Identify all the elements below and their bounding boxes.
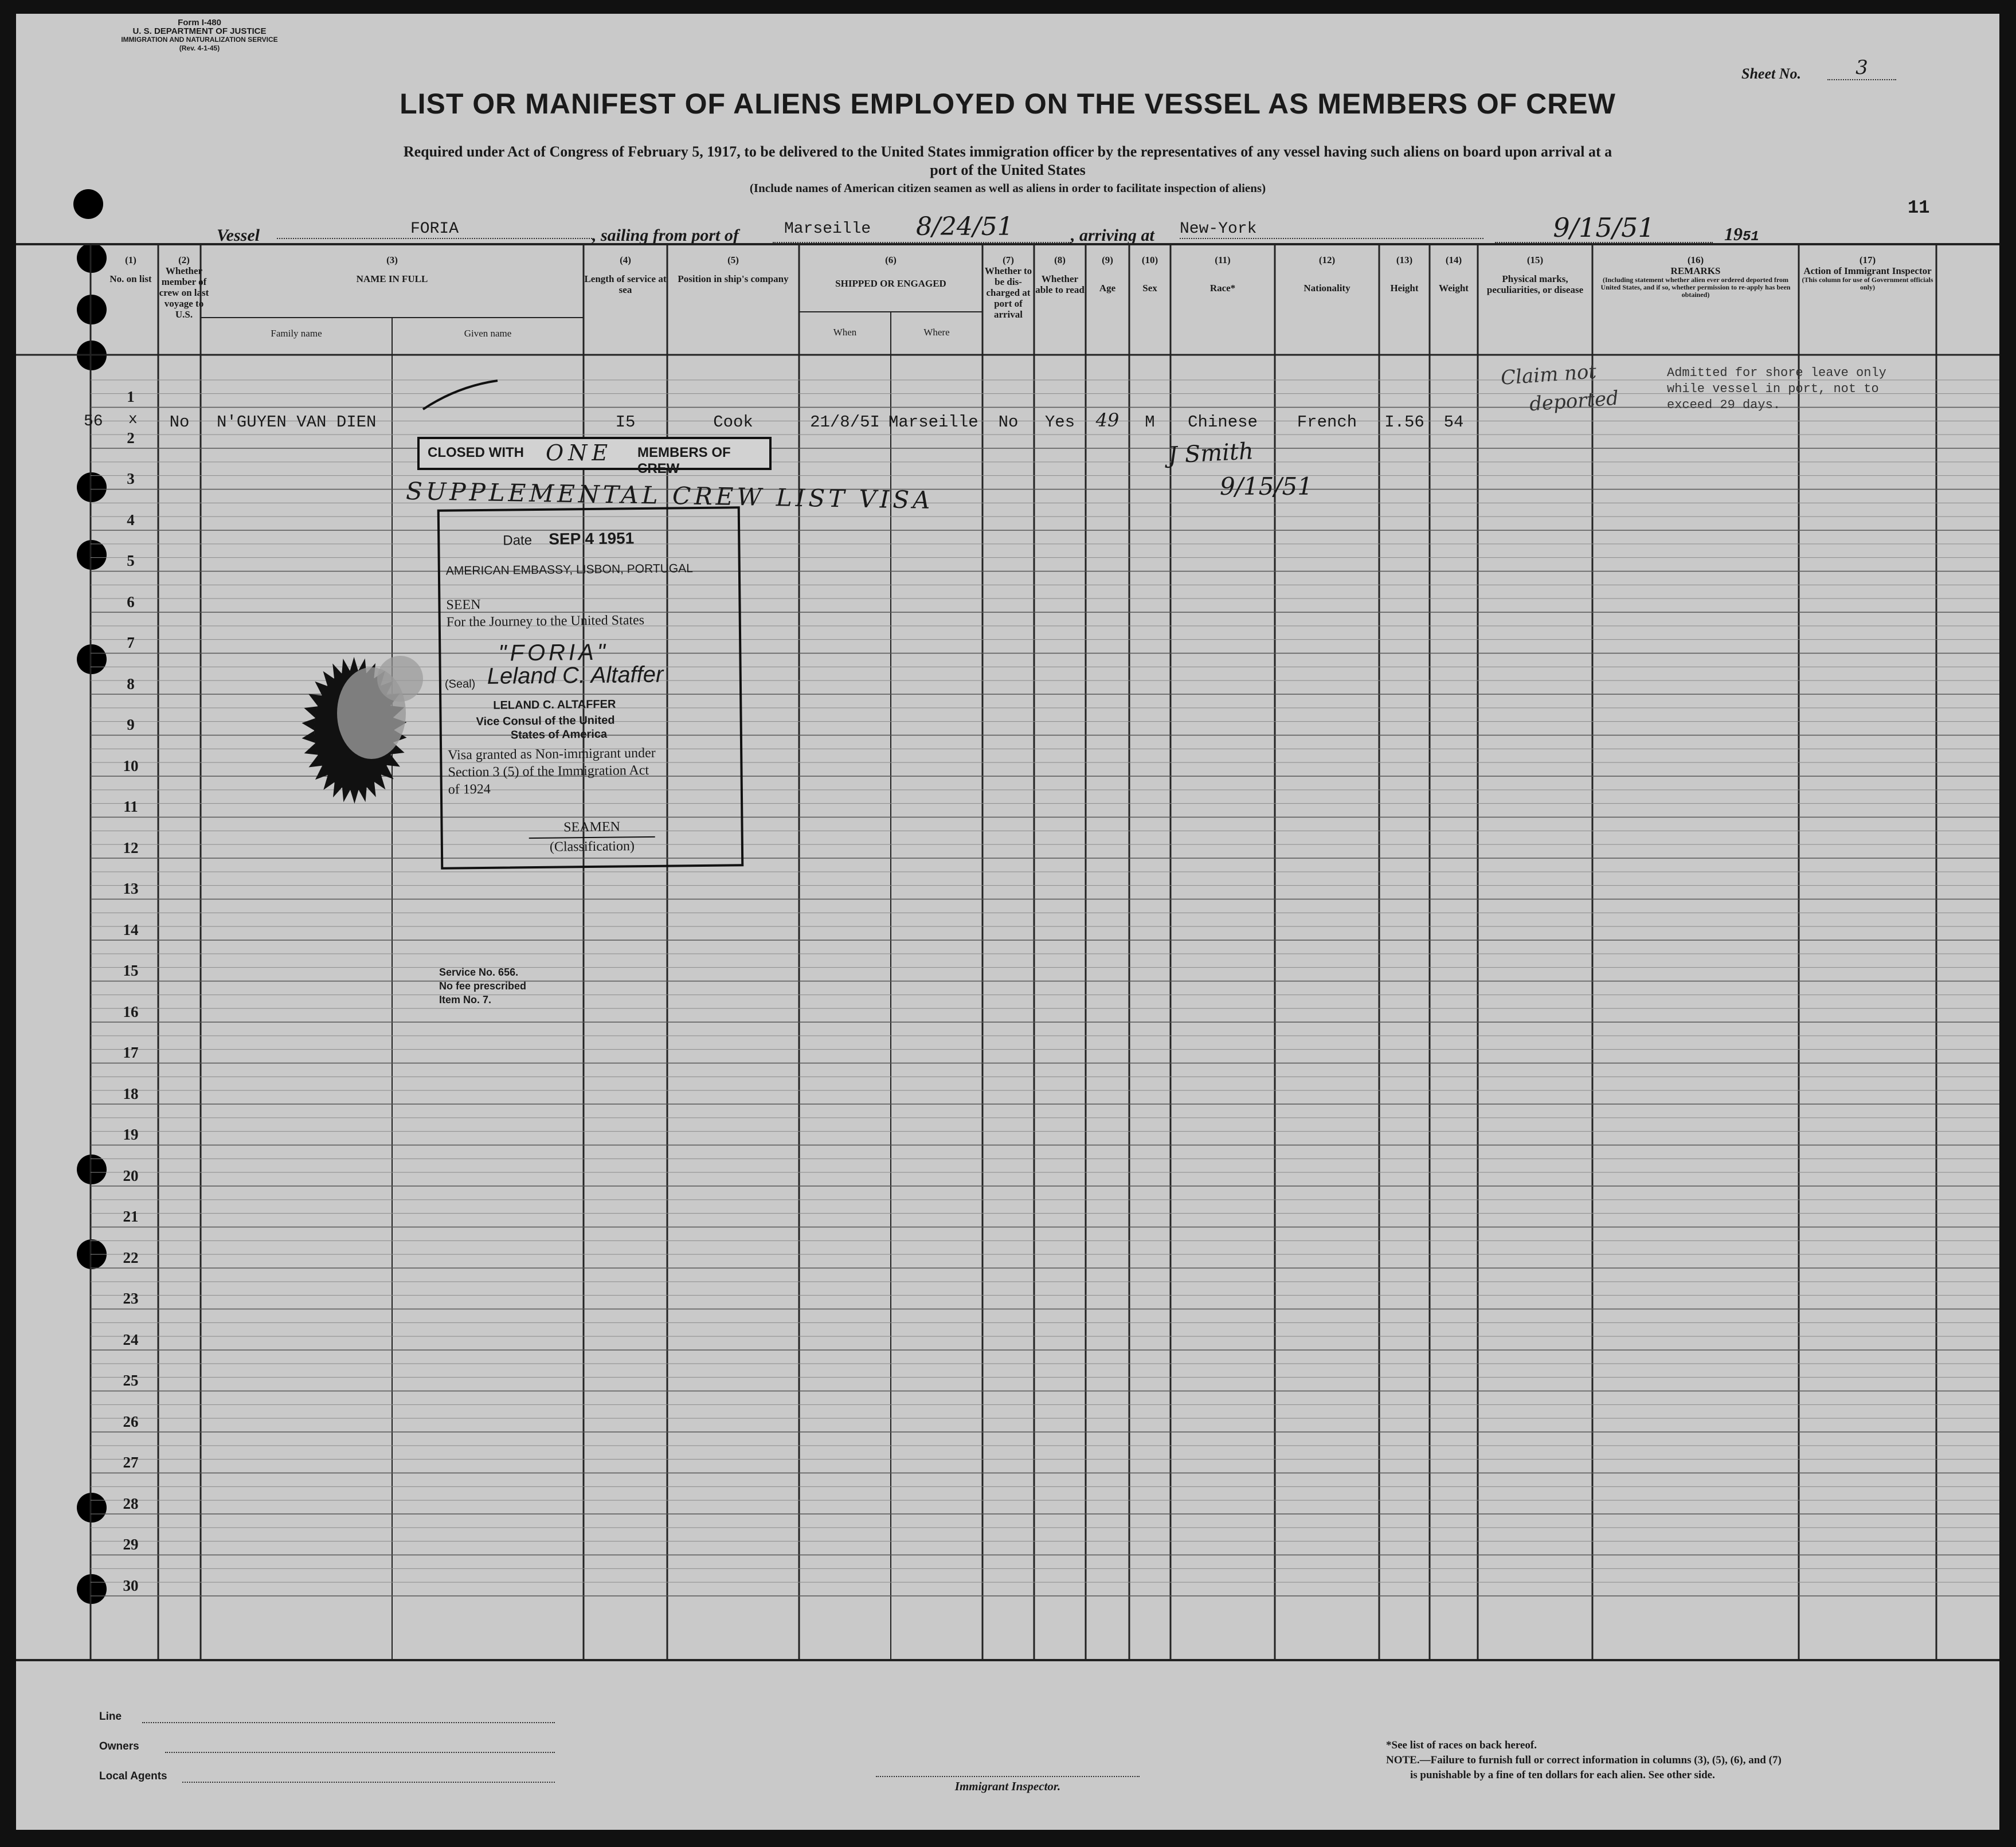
footer-line-label: Line (99, 1711, 122, 1723)
closed-stamp-text-a: CLOSED WITH (428, 445, 524, 460)
col-header-3b: Given name (464, 328, 512, 339)
col-header-12: (12) Nationality (1303, 255, 1350, 294)
visa-title-2: States of America (510, 727, 608, 742)
cell-remarks-line-2: while vessel in port, not to (1667, 382, 1879, 396)
sailing-port: Marseille (784, 220, 871, 238)
cell-marks-line-2: deported (1528, 386, 1620, 416)
row-number: 10 (123, 757, 139, 774)
row-number: 8 (127, 675, 135, 692)
arriving-label: , arriving at (1071, 226, 1154, 245)
cell-service: I5 (615, 413, 636, 432)
row-number: 15 (123, 962, 139, 979)
visa-title-1: Vice Consul of the United (476, 714, 615, 729)
vessel-name: FORIA (277, 220, 592, 239)
row-lines (91, 380, 1999, 1596)
footer-agents-label: Local Agents (99, 1770, 167, 1782)
sheet-no-value: 3 (1827, 56, 1896, 80)
visa-embassy: AMERICAN EMBASSY, LISBON, PORTUGAL (445, 562, 693, 578)
visa-line-2: Section 3 (5) of the Immigration Act (448, 762, 649, 780)
visa-ship: "FORIA" (498, 639, 609, 666)
penalty-note-2: is punishable by a fine of ten dollars for each alien. See other side. (1410, 1769, 1715, 1781)
supplemental-crew-list-note: SUPPLEMENTAL CREW LIST VISA (405, 476, 934, 515)
row-number: 7 (127, 634, 135, 651)
row-number: 23 (123, 1290, 139, 1307)
col-header-15: (15) Physical marks, peculiarities, or disease (1486, 255, 1584, 295)
pen-stroke (417, 369, 509, 415)
fee-prescribed: No fee prescribed (439, 980, 527, 992)
department: U. S. DEPARTMENT OF JUSTICE (132, 26, 267, 36)
subtitle-line-2: port of the United States (930, 162, 1086, 178)
inspector-label: Immigrant Inspector. (954, 1779, 1061, 1793)
col-header-9: (9) Age (1099, 255, 1116, 294)
fee-notation (439, 965, 526, 1007)
col-header-17: (17) Action of Immigrant Inspector (This column for use of Government officials only) (1802, 255, 1933, 291)
cell-age: 49 (1095, 409, 1119, 431)
inspector-date: 9/15/51 (1220, 472, 1313, 500)
manifest-sheet (16, 14, 1999, 1830)
subtitle-note: (Include names of American citizen seamen as well as aliens in order to facilitate inspection of aliens) (749, 181, 1266, 195)
cell-last-voyage: No (169, 413, 190, 432)
seal-tooth (350, 790, 358, 804)
inspector-initials: J Smith (1167, 438, 1254, 469)
cell-sex: M (1145, 413, 1155, 432)
cell-weight: 54 (1443, 413, 1464, 432)
row-number: 14 (123, 921, 139, 938)
visa-signer: LELAND C. ALTAFFER (493, 698, 616, 712)
col-header-5: (5) Position in ship's company (678, 255, 789, 284)
footer-owners-field[interactable] (165, 1752, 555, 1753)
revision: (Rev. 4-1-45) (179, 44, 220, 52)
col-header-6b: Where (923, 327, 950, 338)
cell-discharged: No (998, 413, 1019, 432)
visa-date-value: SEP 4 1951 (549, 529, 635, 548)
fee-service-no: Service No. 656. (439, 966, 519, 978)
row-number: 6 (127, 593, 135, 611)
row-number: 16 (123, 1003, 139, 1020)
cell-read: Yes (1044, 413, 1075, 432)
seal-tooth (342, 788, 350, 802)
penalty-note-1: NOTE.—Failure to furnish full or correct information in columns (3), (5), (6), and (7) (1386, 1754, 1782, 1766)
year-prefix: 19 (1724, 224, 1743, 244)
row-number: 12 (123, 839, 139, 856)
row-number: 4 (127, 511, 135, 529)
closed-stamp-count: ONE (546, 440, 613, 465)
visa-seal-label: (Seal) (444, 678, 476, 691)
row-number: 29 (123, 1536, 139, 1553)
inspector-signature-field[interactable] (876, 1776, 1140, 1777)
footer-line-field[interactable] (142, 1722, 555, 1723)
row-number: 22 (123, 1249, 139, 1266)
row-number: 9 (127, 716, 135, 733)
col-header-7: (7) Whether to be dis-charged at port of arrival (984, 255, 1032, 320)
col-header-8: (8) Whether able to read (1035, 255, 1085, 295)
row-number: 19 (123, 1126, 139, 1143)
row-number: 28 (123, 1494, 139, 1512)
page-count: 11 (1908, 197, 1930, 218)
cell-remarks-line-1: Admitted for shore leave only (1667, 366, 1886, 380)
col-header-16: (16) REMARKS (Including statement whether alien ever ordered deported from United States, and if so, whether permission to re-apply has been obtained) (1600, 255, 1791, 299)
page-title: LIST OR MANIFEST OF ALIENS EMPLOYED ON THE VESSEL AS MEMBERS OF CREW (400, 88, 1616, 120)
row-number: 25 (123, 1372, 139, 1389)
grid-lines (16, 244, 1999, 1660)
row-number: 11 (123, 798, 138, 815)
row-number: 13 (123, 880, 139, 897)
col-header-4: (4) Length of service at sea (584, 255, 667, 295)
visa-journey: For the Journey to the United States (446, 613, 645, 630)
sailing-date: 8/24/51 (916, 212, 1013, 241)
fee-item-no: Item No. 7. (439, 994, 492, 1005)
row-number: 17 (123, 1044, 139, 1061)
vessel-label: Vessel (217, 226, 260, 245)
row-number: 21 (123, 1208, 139, 1225)
row-number: 2 (127, 429, 135, 447)
sheet-no-label: Sheet No. (1741, 65, 1801, 82)
cell-race: Chinese (1188, 413, 1258, 432)
visa-signature: Leland C. Altaffer (487, 662, 664, 689)
footer-agents-field[interactable] (182, 1782, 555, 1783)
visa-stamp (437, 506, 744, 869)
form-number: Form I-480 (178, 18, 221, 28)
row-number: 1 (127, 388, 135, 405)
col-header-11: (11) Race* (1209, 255, 1236, 294)
sailing-label: , sailing from port of (592, 226, 739, 245)
row-number: 24 (123, 1331, 139, 1348)
col-header-6a: When (833, 327, 857, 338)
closed-stamp-text-c: MEMBERS OF CREW (637, 445, 731, 476)
cell-nationality: French (1297, 413, 1357, 432)
visa-line-3: of 1924 (448, 781, 491, 797)
seal-tooth (302, 718, 315, 730)
seal-tooth (350, 657, 358, 671)
seal-tooth (302, 731, 315, 743)
col-header-3a: Family name (271, 328, 322, 339)
col-header-3: (3) NAME IN FULL (356, 255, 428, 284)
visa-date-label: Date (503, 533, 533, 549)
row-number: 3 (127, 470, 135, 487)
consular-seal-icon (285, 644, 423, 816)
visa-class-label: (Classification) (549, 839, 635, 855)
year-suffix: 51 (1743, 229, 1759, 245)
row-number: 5 (127, 552, 135, 569)
visa-seen: SEEN (446, 597, 481, 613)
cell-where: Marseille (888, 413, 978, 432)
visa-line-1: Visa granted as Non-immigrant under (448, 745, 656, 763)
cell-height: I.56 (1384, 413, 1424, 432)
subheader-lines (201, 312, 982, 318)
col-header-1: (1) No. on list (109, 255, 152, 284)
col-header-6: (6) SHIPPED OR ENGAGED (835, 255, 946, 289)
col-header-2: (2) Whether member of crew on last voyage to U.S. (159, 255, 209, 320)
col-header-14: (14) Weight (1439, 255, 1469, 294)
margin-number: 56 (84, 413, 103, 431)
cell-marks-line-1: Claim not (1500, 360, 1598, 390)
row-number: 18 (123, 1085, 139, 1102)
cell-position: Cook (713, 413, 753, 432)
footer-owners-label: Owners (99, 1740, 139, 1752)
row-mark: x (128, 410, 138, 428)
col-header-13: (13) Height (1390, 255, 1419, 294)
service-name: IMMIGRATION AND NATURALIZATION SERVICE (121, 36, 278, 44)
races-note: *See list of races on back hereof. (1386, 1739, 1537, 1751)
cell-remarks-line-3: exceed 29 days. (1667, 398, 1781, 412)
arrival-port: New-York (1180, 220, 1483, 239)
col-header-10: (10) Sex (1141, 255, 1158, 294)
cell-when: 21/8/5I (810, 413, 880, 432)
visa-class-value: SEAMEN (563, 819, 621, 835)
row-number: 26 (123, 1412, 139, 1430)
row-number: 30 (123, 1576, 139, 1594)
cell-name: N'GUYEN VAN DIEN (217, 413, 377, 432)
row-number: 20 (123, 1167, 139, 1184)
row-number: 27 (123, 1454, 139, 1471)
closed-with-stamp (417, 437, 772, 476)
arrival-date: 9/15/51 (1553, 212, 1655, 243)
subtitle-line-1: Required under Act of Congress of February 5, 1917, to be delivered to the United States immigration officer by the representatives of any vessel having such aliens on board upon arrival at a (403, 143, 1612, 160)
